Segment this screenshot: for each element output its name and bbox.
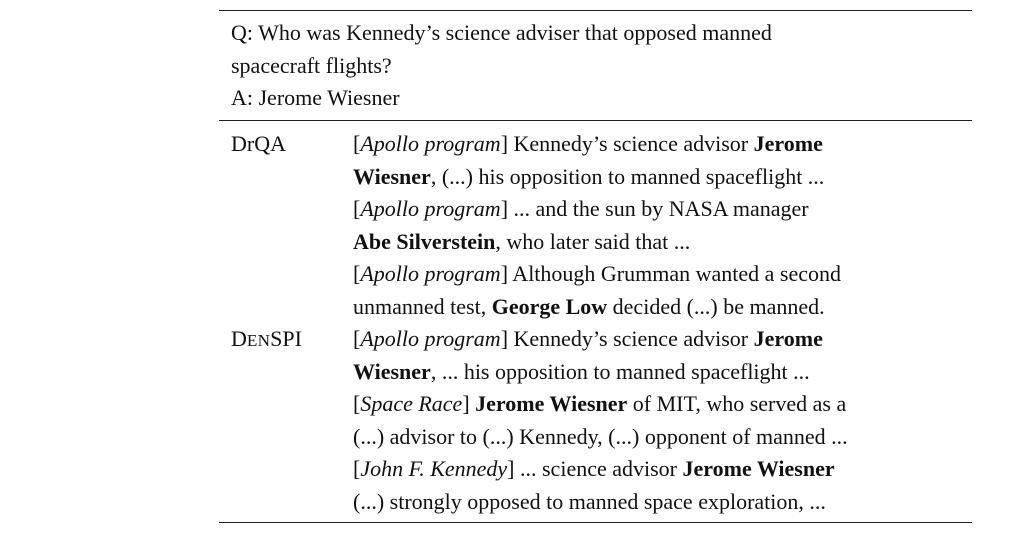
article-title: Apollo program	[360, 326, 501, 351]
question-line-2: spacecraft flights?	[231, 52, 392, 78]
drqa-result-line-4: Abe Silverstein, who later said that ...	[353, 228, 691, 254]
bottom-rule	[219, 522, 972, 523]
drqa-result-line-3: [Apollo program] ... and the sun by NASA manager	[353, 196, 809, 221]
article-title: Apollo program	[360, 261, 501, 286]
denspi-result-line-3: [Space Race] Jerome Wiesner of MIT, who served as a	[353, 391, 847, 416]
article-title: Apollo program	[360, 131, 501, 156]
drqa-result-line-2: Wiesner, (...) his opposition to manned spaceflight ...	[353, 163, 825, 189]
answer-entity: Abe Silverstein	[353, 228, 496, 254]
question-block	[231, 17, 951, 115]
drqa-result-line-6: unmanned test, George Low decided (...) be manned.	[353, 293, 825, 319]
answer-line: A: Jerome Wiesner	[231, 85, 400, 110]
drqa-result-line-5: [Apollo program] Although Grumman wanted a second	[353, 261, 842, 286]
article-title: Space Race	[360, 391, 463, 416]
top-rule	[219, 10, 972, 11]
article-title: John F. Kennedy	[360, 456, 508, 481]
answer-entity: Jerome	[753, 326, 823, 351]
denspi-result-line-5: [John F. Kennedy] ... science advisor Jerome Wiesner	[353, 456, 835, 481]
article-title: Apollo program	[360, 196, 501, 221]
denspi-result-line-6: (...) strongly opposed to manned space exploration, ...	[353, 488, 826, 514]
answer-entity: Jerome Wiesner	[682, 456, 835, 481]
denspi-result-line-4: (...) advisor to (...) Kennedy, (...) opponent of manned ...	[353, 423, 848, 449]
mid-rule	[219, 120, 972, 121]
drqa-results	[353, 128, 841, 323]
drqa-result-line-1: [Apollo program] Kennedy’s science advisor Jerome	[353, 131, 823, 156]
answer-entity: Wiesner	[353, 358, 431, 384]
denspi-result-line-2: Wiesner, ... his opposition to manned spaceflight ...	[353, 358, 810, 384]
denspi-results	[353, 323, 848, 518]
answer-entity: George Low	[491, 293, 608, 319]
system-label-drqa: DrQA	[231, 131, 286, 156]
denspi-result-line-1: [Apollo program] Kennedy’s science advisor Jerome	[353, 326, 823, 351]
system-label-denspi: DENSPI	[231, 326, 302, 351]
answer-entity: Wiesner	[353, 163, 431, 189]
question-line-1: Q: Who was Kennedy’s science adviser that opposed manned	[231, 20, 772, 45]
qa-example-table	[219, 0, 972, 533]
caption-cutoff	[219, 0, 972, 3]
answer-entity: Jerome Wiesner	[475, 391, 628, 416]
answer-entity: Jerome	[753, 131, 823, 156]
